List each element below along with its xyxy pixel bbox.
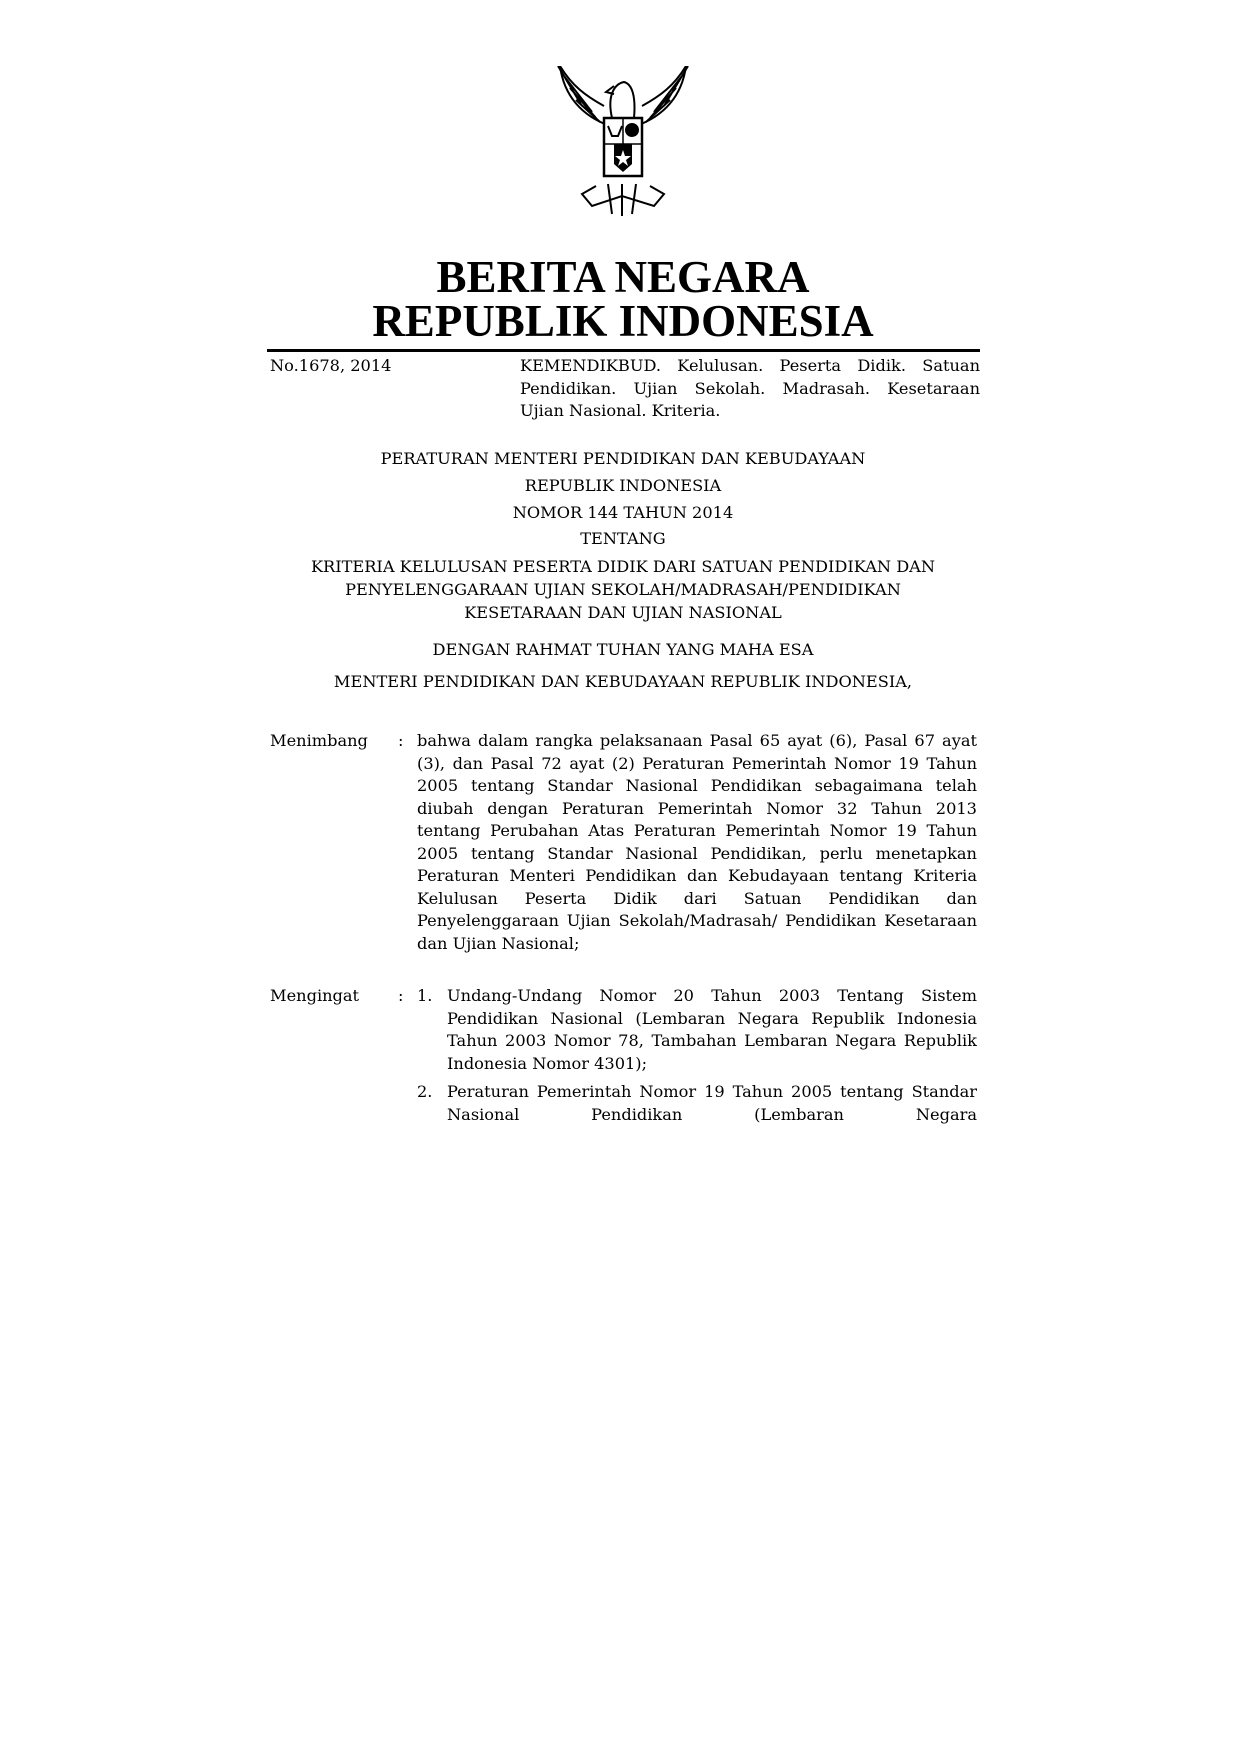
regulation-about: TENTANG (580, 529, 666, 548)
menimbang-colon: : (398, 731, 404, 750)
regulation-number: NOMOR 144 TAHUN 2014 (512, 503, 734, 522)
blessing: DENGAN RAHMAT TUHAN YANG MAHA ESA (432, 640, 814, 659)
issuer: MENTERI PENDIDIKAN DAN KEBUDAYAAN REPUBLIK INDONESIA, (333, 672, 913, 691)
mengingat-label: Mengingat (270, 986, 360, 1005)
header-rule (267, 349, 980, 352)
regulation-subject-line: KRITERIA KELULUSAN PESERTA DIDIK DARI SATUAN PENDIDIKAN DAN (310, 557, 936, 576)
regulation-subject-line: PENYELENGGARAAN UJIAN SEKOLAH/MADRASAH/PENDIDIKAN (345, 580, 901, 599)
regulation-subject-line: KESETARAAN DAN UJIAN NASIONAL (464, 603, 782, 622)
regulation-country: REPUBLIK INDONESIA (524, 476, 722, 495)
regulation-title: PERATURAN MENTERI PENDIDIKAN DAN KEBUDAYAAN (380, 449, 866, 468)
menimbang-text: bahwa dalam rangka pelaksanaan Pasal 65 ayat (6), Pasal 67 ayat (3), dan Pasal 72 ayat (2) Peraturan Pemerintah Nomor 19 Tahun 2005 tentang Standar Nasional Pendidikan sebagaimana telah diubah dengan Peraturan Pemerintah Nomor 32 Tahun 2013 tentang Perubahan Atas Peraturan Pemerintah Nomor 19 Tahun 2005 tentang Standar Nasional Pendidikan, perlu menetapkan Peraturan Menteri Pendidikan dan Kebudayaan tentang Kriteria Kelulusan Peserta Didik dari Satuan Pendidikan dan Penyelenggaraan Ujian Sekolah/Madrasah/ Pendidikan Kesetaraan dan Ujian Nasional; (417, 731, 977, 953)
menimbang-label: Menimbang (270, 731, 368, 750)
gazette-number: No.1678, 2014 (270, 356, 392, 375)
gazette-title-line1: BERITA NEGARA (436, 252, 810, 302)
gazette-title-line2: REPUBLIK INDONESIA (372, 296, 874, 346)
mengingat-colon: : (398, 986, 404, 1005)
mengingat-item-text: Peraturan Pemerintah Nomor 19 Tahun 2005 tentang Standar Nasional Pendidikan (Lembaran Negara (447, 1082, 977, 1124)
mengingat-item-number: 2. (417, 1082, 433, 1101)
mengingat-item-text: Undang-Undang Nomor 20 Tahun 2003 Tentang Sistem Pendidikan Nasional (Lembaran Negara Republik Indonesia Tahun 2003 Nomor 78, Tambahan Lembaran Negara Republik Indonesia Nomor 4301); (447, 986, 977, 1073)
garuda-emblem (552, 66, 694, 218)
regulation-subject (262, 555, 984, 624)
mengingat-item-number: 1. (417, 986, 433, 1005)
gazette-subjects: KEMENDIKBUD. Kelulusan. Peserta Didik. Satuan Pendidikan. Ujian Sekolah. Madrasah. Kesetaraan Ujian Nasional. Kriteria. (520, 356, 980, 420)
